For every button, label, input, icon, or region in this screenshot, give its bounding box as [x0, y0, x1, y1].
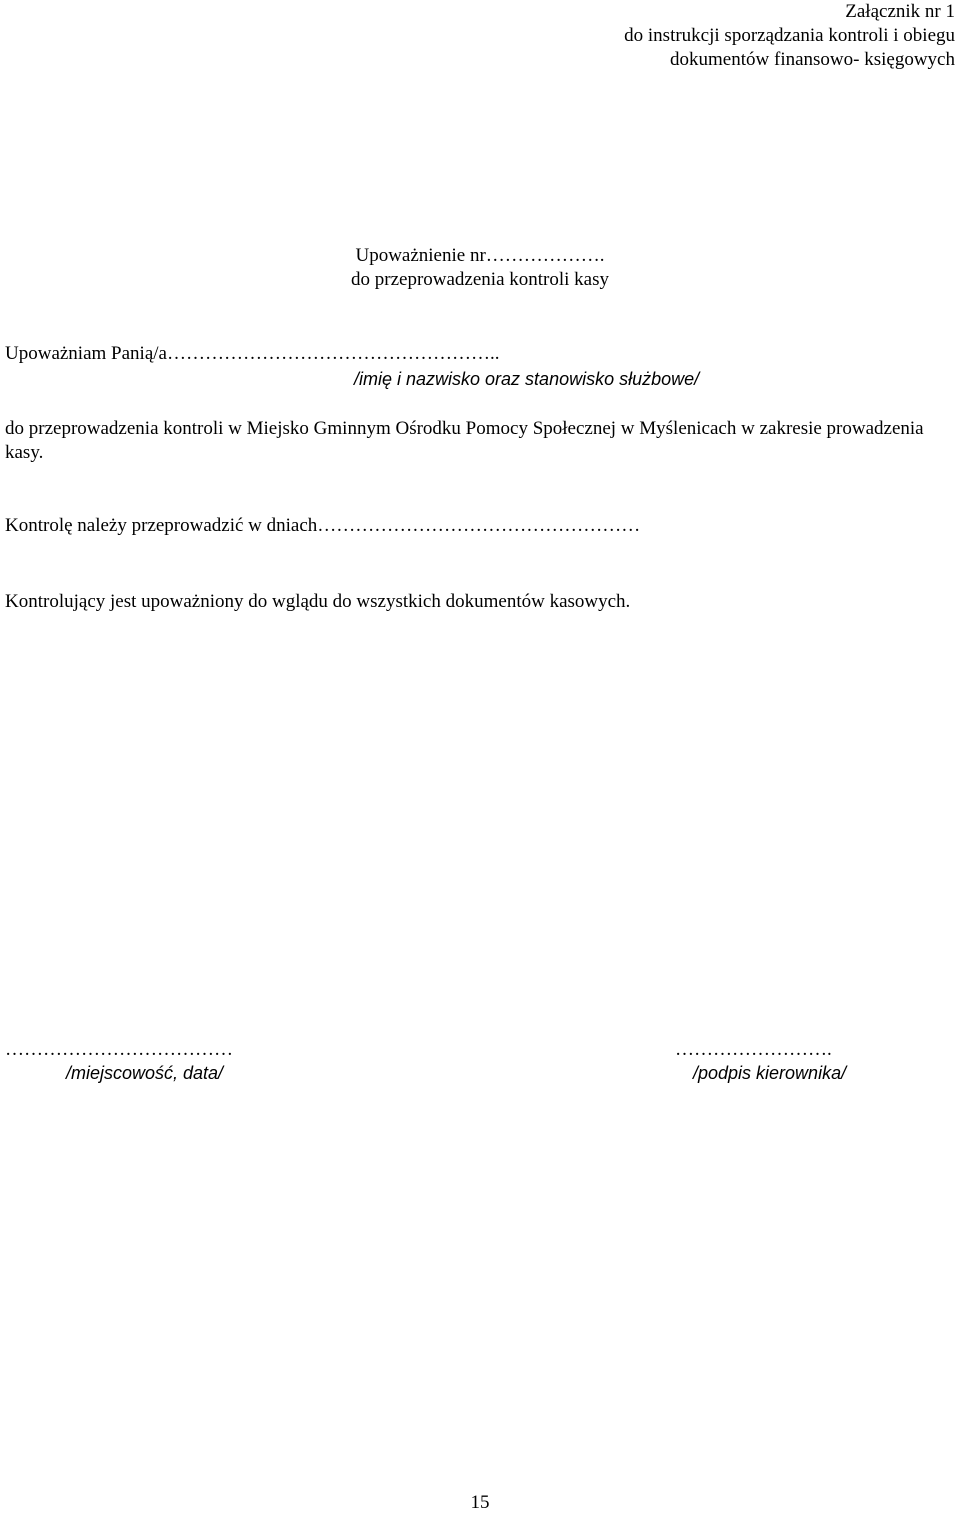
document-title: Upoważnienie nr……………….: [355, 245, 605, 266]
scope-paragraph: do przeprowadzenia kontroli w Miejsko Gminnym Ośrodku Pomocy Społecznej w Myślenicach w zakresie prowadzenia kasy.: [5, 418, 924, 463]
authorization-line: Upoważniam Panią/a……………………………………………..: [5, 343, 500, 364]
page-number: 15: [470, 1492, 490, 1513]
authorization-caption: /imię i nazwisko oraz stanowisko służbowe/: [354, 369, 700, 389]
attachment-number: Załącznik nr 1: [845, 1, 955, 22]
place-date-dots: ………………………………: [5, 1039, 233, 1060]
attachment-reference-cont: dokumentów finansowo- księgowych: [670, 49, 955, 70]
signature-caption: /podpis kierownika/: [693, 1063, 847, 1083]
dates-line: Kontrolę należy przeprowadzić w dniach……………………………………………: [5, 515, 641, 536]
signature-dots: …………………….: [675, 1039, 832, 1060]
document-subtitle: do przeprowadzenia kontroli kasy: [351, 269, 609, 290]
place-date-caption: /miejscowość, data/: [66, 1063, 224, 1083]
attachment-header: [624, 0, 955, 72]
access-line: Kontrolujący jest upoważniony do wglądu do wszystkich dokumentów kasowych.: [5, 591, 631, 612]
attachment-reference: do instrukcji sporządzania kontroli i obiegu: [624, 25, 955, 46]
